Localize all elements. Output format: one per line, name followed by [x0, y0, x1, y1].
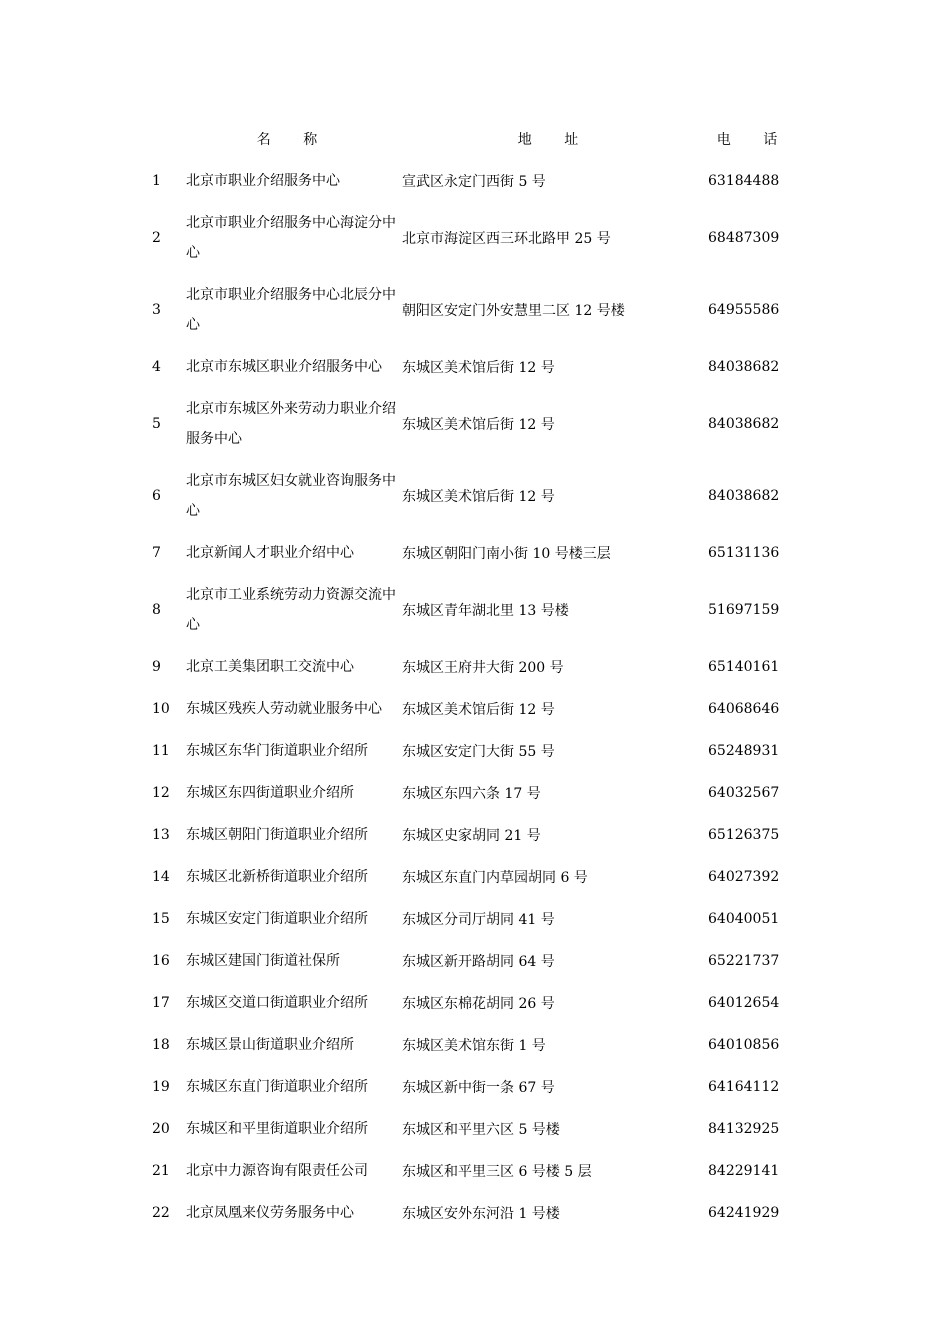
table-row: [140, 898, 800, 940]
agency-address: 东城区王府井大街 200 号: [402, 660, 564, 676]
header-name: 名 称: [256, 132, 332, 148]
agency-address: 东城区史家胡同 21 号: [402, 828, 541, 844]
agency-phone: 64955586: [708, 302, 780, 318]
row-number: 8: [152, 602, 161, 618]
agency-phone: 65131136: [708, 545, 780, 561]
agency-address: 东城区和平里三区 6 号楼 5 层: [402, 1164, 592, 1180]
table-row: [140, 1192, 800, 1234]
agency-phone: 64241929: [708, 1205, 780, 1221]
table-row: [140, 688, 800, 730]
table-row: [140, 532, 800, 574]
row-number: 7: [152, 545, 161, 561]
row-number: 6: [152, 488, 161, 504]
row-number: 9: [152, 659, 161, 675]
row-number: 21: [152, 1163, 170, 1179]
row-number: 14: [152, 869, 170, 885]
row-number: 11: [152, 743, 170, 759]
agency-phone: 84229141: [708, 1163, 780, 1179]
agency-name: 东城区安定门街道职业介绍所: [186, 911, 368, 927]
row-number: 10: [152, 701, 170, 717]
agency-address: 东城区安外东河沿 1 号楼: [402, 1206, 560, 1222]
table-row: [140, 1024, 800, 1066]
row-number: 20: [152, 1121, 170, 1137]
agency-phone: 84038682: [708, 359, 780, 375]
header-phone: 电 话: [716, 132, 792, 148]
row-number: 13: [152, 827, 170, 843]
agency-address: 宣武区永定门西街 5 号: [402, 174, 546, 190]
table-row: [140, 202, 800, 274]
row-number: 19: [152, 1079, 170, 1095]
agency-address: 东城区安定门大街 55 号: [402, 744, 555, 760]
agency-name: 东城区东华门街道职业介绍所: [186, 743, 368, 759]
agency-name: 东城区建国门街道社保所: [186, 953, 340, 969]
row-number: 1: [152, 173, 161, 189]
row-number: 18: [152, 1037, 170, 1053]
agency-phone: 84132925: [708, 1121, 780, 1137]
table-row: [140, 982, 800, 1024]
agency-phone: 65126375: [708, 827, 780, 843]
agency-name: 北京市职业介绍服务中心海淀分中心: [186, 215, 396, 261]
row-number: 17: [152, 995, 170, 1011]
agency-phone: 84038682: [708, 488, 780, 504]
agency-address: 东城区东直门内草园胡同 6 号: [402, 870, 588, 886]
row-number: 12: [152, 785, 170, 801]
table-row: [140, 1066, 800, 1108]
agency-phone: 64068646: [708, 701, 780, 717]
agency-address: 东城区美术馆后街 12 号: [402, 417, 555, 433]
agency-table: [140, 118, 800, 1234]
table-body: [140, 160, 800, 1234]
table-row: [140, 730, 800, 772]
agency-address: 朝阳区安定门外安慧里二区 12 号楼: [402, 303, 625, 319]
table-row: [140, 274, 800, 346]
agency-phone: 64012654: [708, 995, 780, 1011]
agency-name: 东城区残疾人劳动就业服务中心: [186, 701, 382, 717]
row-number: 5: [152, 416, 161, 432]
row-number: 22: [152, 1205, 170, 1221]
table-row: [140, 940, 800, 982]
agency-address: 东城区东四六条 17 号: [402, 786, 541, 802]
header-address: 地 址: [517, 132, 593, 148]
agency-name: 东城区交道口街道职业介绍所: [186, 995, 368, 1011]
row-number: 4: [152, 359, 161, 375]
table-row: [140, 388, 800, 460]
agency-phone: 64027392: [708, 869, 780, 885]
agency-name: 北京工美集团职工交流中心: [186, 659, 354, 675]
table-row: [140, 772, 800, 814]
agency-address: 东城区青年湖北里 13 号楼: [402, 603, 569, 619]
agency-address: 东城区美术馆后街 12 号: [402, 360, 555, 376]
agency-name: 北京市东城区外来劳动力职业介绍服务中心: [186, 401, 396, 447]
agency-phone: 65248931: [708, 743, 780, 759]
agency-phone: 64010856: [708, 1037, 780, 1053]
table-row: [140, 814, 800, 856]
agency-address: 东城区分司厅胡同 41 号: [402, 912, 555, 928]
table-row: [140, 574, 800, 646]
table-row: [140, 856, 800, 898]
table-row: [140, 1150, 800, 1192]
agency-address: 东城区朝阳门南小街 10 号楼三层: [402, 546, 611, 562]
row-number: 3: [152, 302, 161, 318]
agency-phone: 64032567: [708, 785, 780, 801]
table-row: [140, 646, 800, 688]
table-row: [140, 346, 800, 388]
agency-name: 北京市职业介绍服务中心: [186, 173, 340, 189]
agency-phone: 65140161: [708, 659, 780, 675]
agency-name: 东城区东四街道职业介绍所: [186, 785, 354, 801]
table-row: [140, 460, 800, 532]
agency-name: 北京新闻人才职业介绍中心: [186, 545, 354, 561]
agency-phone: 64164112: [708, 1079, 780, 1095]
agency-phone: 65221737: [708, 953, 780, 969]
agency-address: 东城区新开路胡同 64 号: [402, 954, 555, 970]
agency-name: 北京市工业系统劳动力资源交流中心: [186, 587, 396, 633]
agency-phone: 63184488: [708, 173, 780, 189]
row-number: 16: [152, 953, 170, 969]
row-number: 15: [152, 911, 170, 927]
agency-address: 东城区美术馆后街 12 号: [402, 489, 555, 505]
agency-name: 北京市东城区职业介绍服务中心: [186, 359, 382, 375]
agency-address: 东城区和平里六区 5 号楼: [402, 1122, 560, 1138]
agency-address: 东城区美术馆后街 12 号: [402, 702, 555, 718]
agency-address: 东城区美术馆东街 1 号: [402, 1038, 546, 1054]
agency-name: 东城区景山街道职业介绍所: [186, 1037, 354, 1053]
table-row: [140, 1108, 800, 1150]
agency-name: 东城区和平里街道职业介绍所: [186, 1121, 368, 1137]
agency-name: 北京凤凰来仪劳务服务中心: [186, 1205, 354, 1221]
agency-address: 北京市海淀区西三环北路甲 25 号: [402, 231, 611, 247]
agency-phone: 68487309: [708, 230, 780, 246]
row-number: 2: [152, 230, 161, 246]
agency-name: 东城区东直门街道职业介绍所: [186, 1079, 368, 1095]
agency-name: 东城区朝阳门街道职业介绍所: [186, 827, 368, 843]
agency-phone: 51697159: [708, 602, 780, 618]
agency-phone: 84038682: [708, 416, 780, 432]
agency-phone: 64040051: [708, 911, 780, 927]
agency-address: 东城区东棉花胡同 26 号: [402, 996, 555, 1012]
agency-name: 北京中力源咨询有限责任公司: [186, 1163, 368, 1179]
table-row: [140, 160, 800, 202]
agency-name: 北京市职业介绍服务中心北辰分中心: [186, 287, 396, 333]
agency-name: 东城区北新桥街道职业介绍所: [186, 869, 368, 885]
agency-address: 东城区新中街一条 67 号: [402, 1080, 555, 1096]
agency-name: 北京市东城区妇女就业咨询服务中心: [186, 473, 396, 519]
table-header-row: [140, 118, 800, 160]
